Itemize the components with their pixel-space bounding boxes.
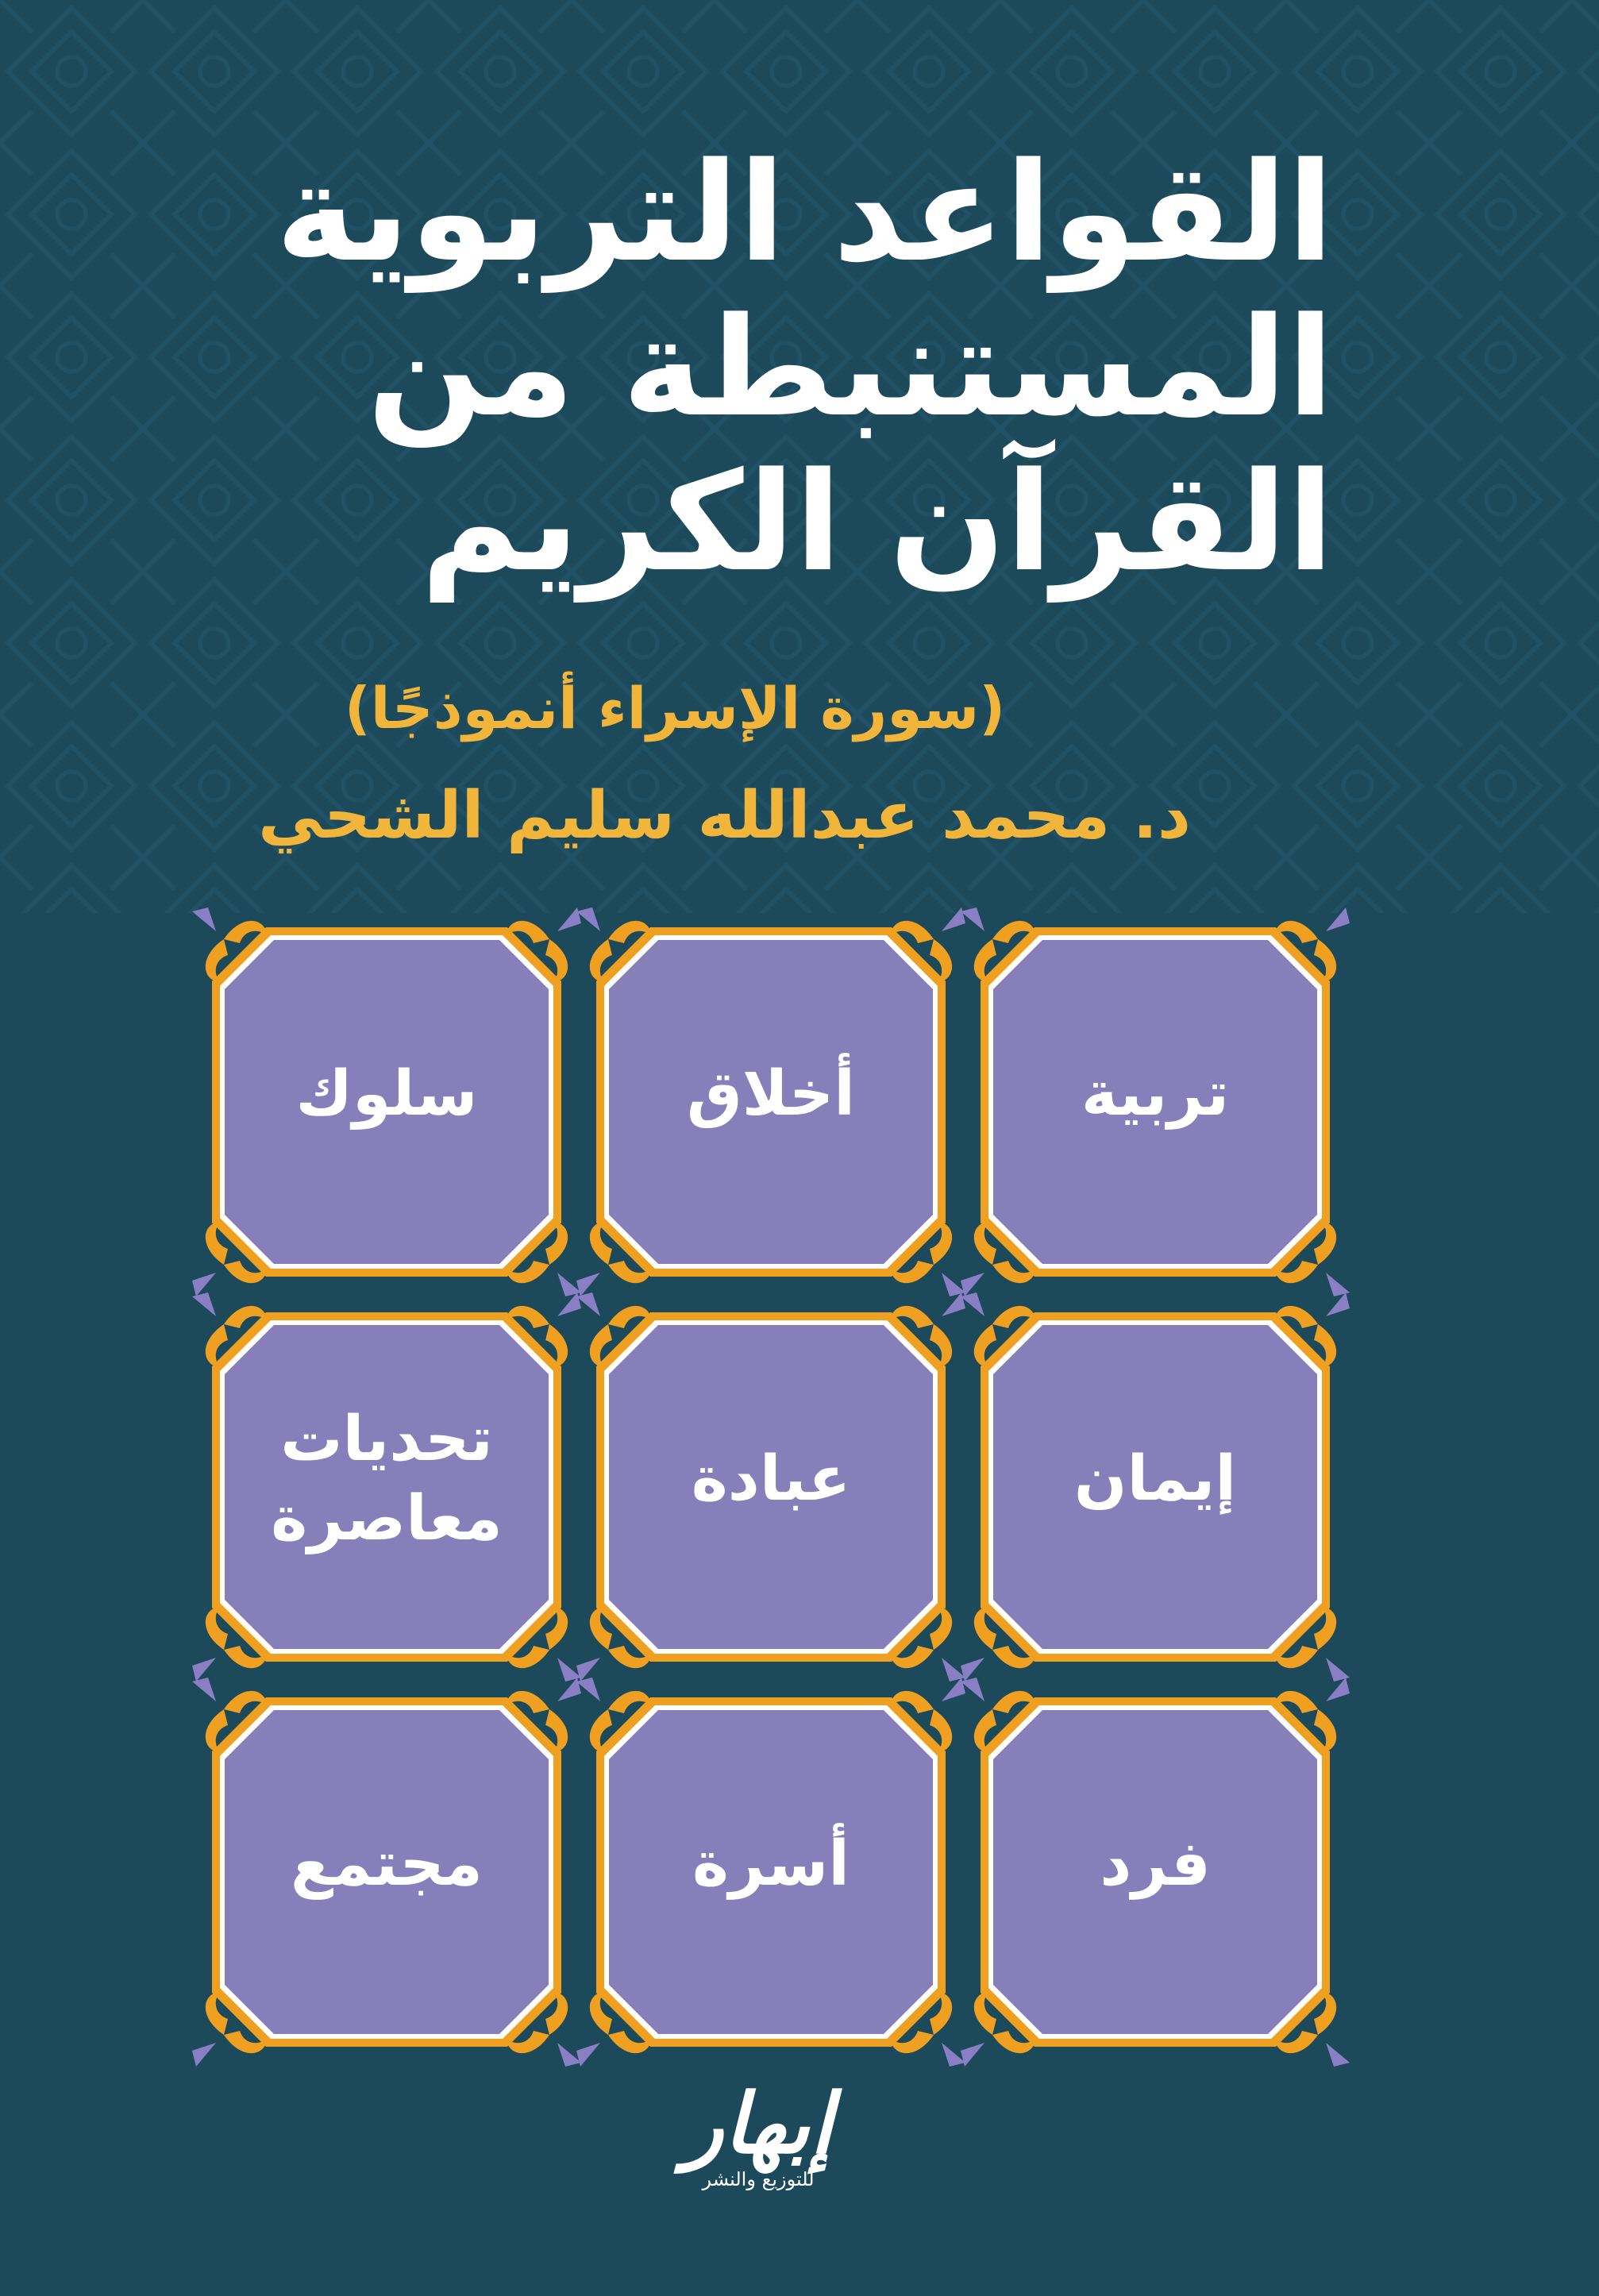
tile-label: عبادة <box>691 1443 851 1515</box>
tile-label: تحديات معاصرة <box>271 1404 503 1554</box>
tile-label: مجتمع <box>291 1828 483 1900</box>
publisher-tagline: للتوزيع والنشر <box>702 2168 815 2190</box>
title-line-3: القرآن الكريم <box>421 442 1334 602</box>
tile-label: فرد <box>1100 1828 1211 1900</box>
tile-label: إيمان <box>1073 1443 1237 1515</box>
tile-label: أسرة <box>692 1828 850 1900</box>
publisher-logo <box>659 2075 857 2207</box>
publisher-name: إبهار <box>684 2075 833 2172</box>
title-line-2: المستنبطة من <box>367 287 1334 447</box>
tile-label: أخلاق <box>687 1058 855 1130</box>
author-name: د. محمد عبدالله سليم الشحي <box>258 778 1191 853</box>
tile-label: سلوك <box>295 1058 478 1130</box>
title-line-1: القواعد التربوية <box>275 133 1334 292</box>
book-subtitle: (سورة الإسراء أنموذجًا) <box>344 675 1006 742</box>
tile-label: تربية <box>1081 1058 1230 1130</box>
